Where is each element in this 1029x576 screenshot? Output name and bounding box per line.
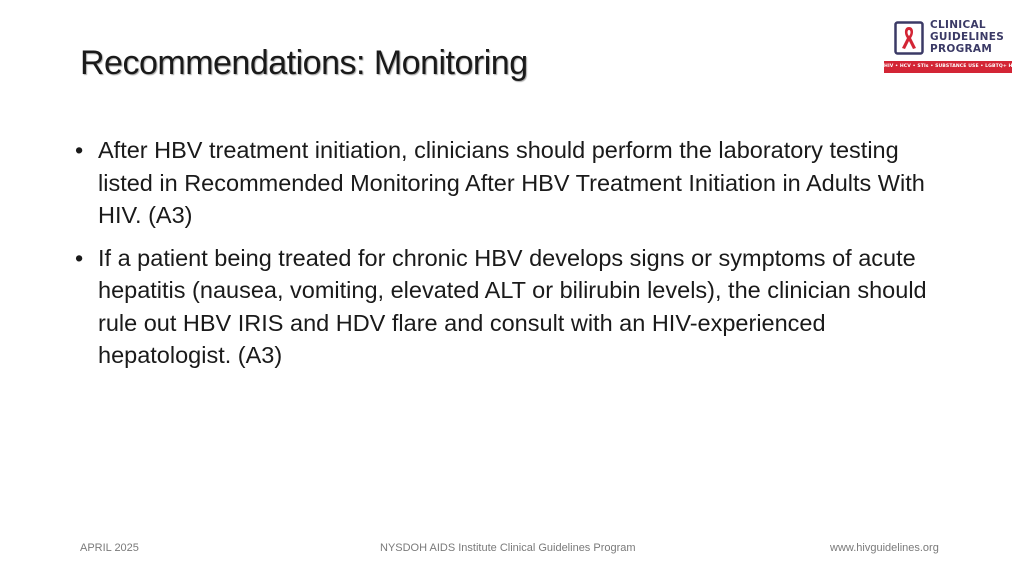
bullet-marker: • [75, 137, 84, 163]
logo-wordmark [930, 19, 1004, 55]
logo-line-2: GUIDELINES [930, 31, 1005, 43]
program-logo [884, 18, 1029, 76]
logo-line-1: CLINICAL [930, 19, 986, 31]
bullet-text: After HBV treatment initiation, clinicians should perform the laboratory testing listed in Recommended Monitoring After HBV Treatment Initiation in Adults With HIV. (A3) [98, 137, 925, 228]
bullet-marker: • [75, 244, 84, 271]
bullet-item [72, 134, 952, 232]
footer-url: www.hivguidelines.org [830, 542, 939, 554]
footer-date: APRIL 2025 [80, 542, 139, 554]
logo-line-3: PROGRAM [930, 43, 993, 55]
bullet-text: If a patient being treated for chronic HBV develops signs or symptoms of acute hepatitis (nausea, vomiting, elevated ALT or bilirubin levels), the clinician should rule out HBV IRIS and HDV flare and consult with an HIV-experienced hepatologist. (A3) [98, 244, 927, 368]
logo-banner: HIV • HCV • STIs • SUBSTANCE USE • LGBTQ+ HEALTH [884, 61, 1012, 73]
bullet-list [72, 134, 952, 382]
bullet-item [72, 242, 952, 372]
red-ribbon-icon [894, 21, 924, 55]
footer-org: NYSDOH AIDS Institute Clinical Guidelines Program [380, 542, 636, 554]
slide-title: Recommendations: Monitoring [80, 44, 528, 82]
